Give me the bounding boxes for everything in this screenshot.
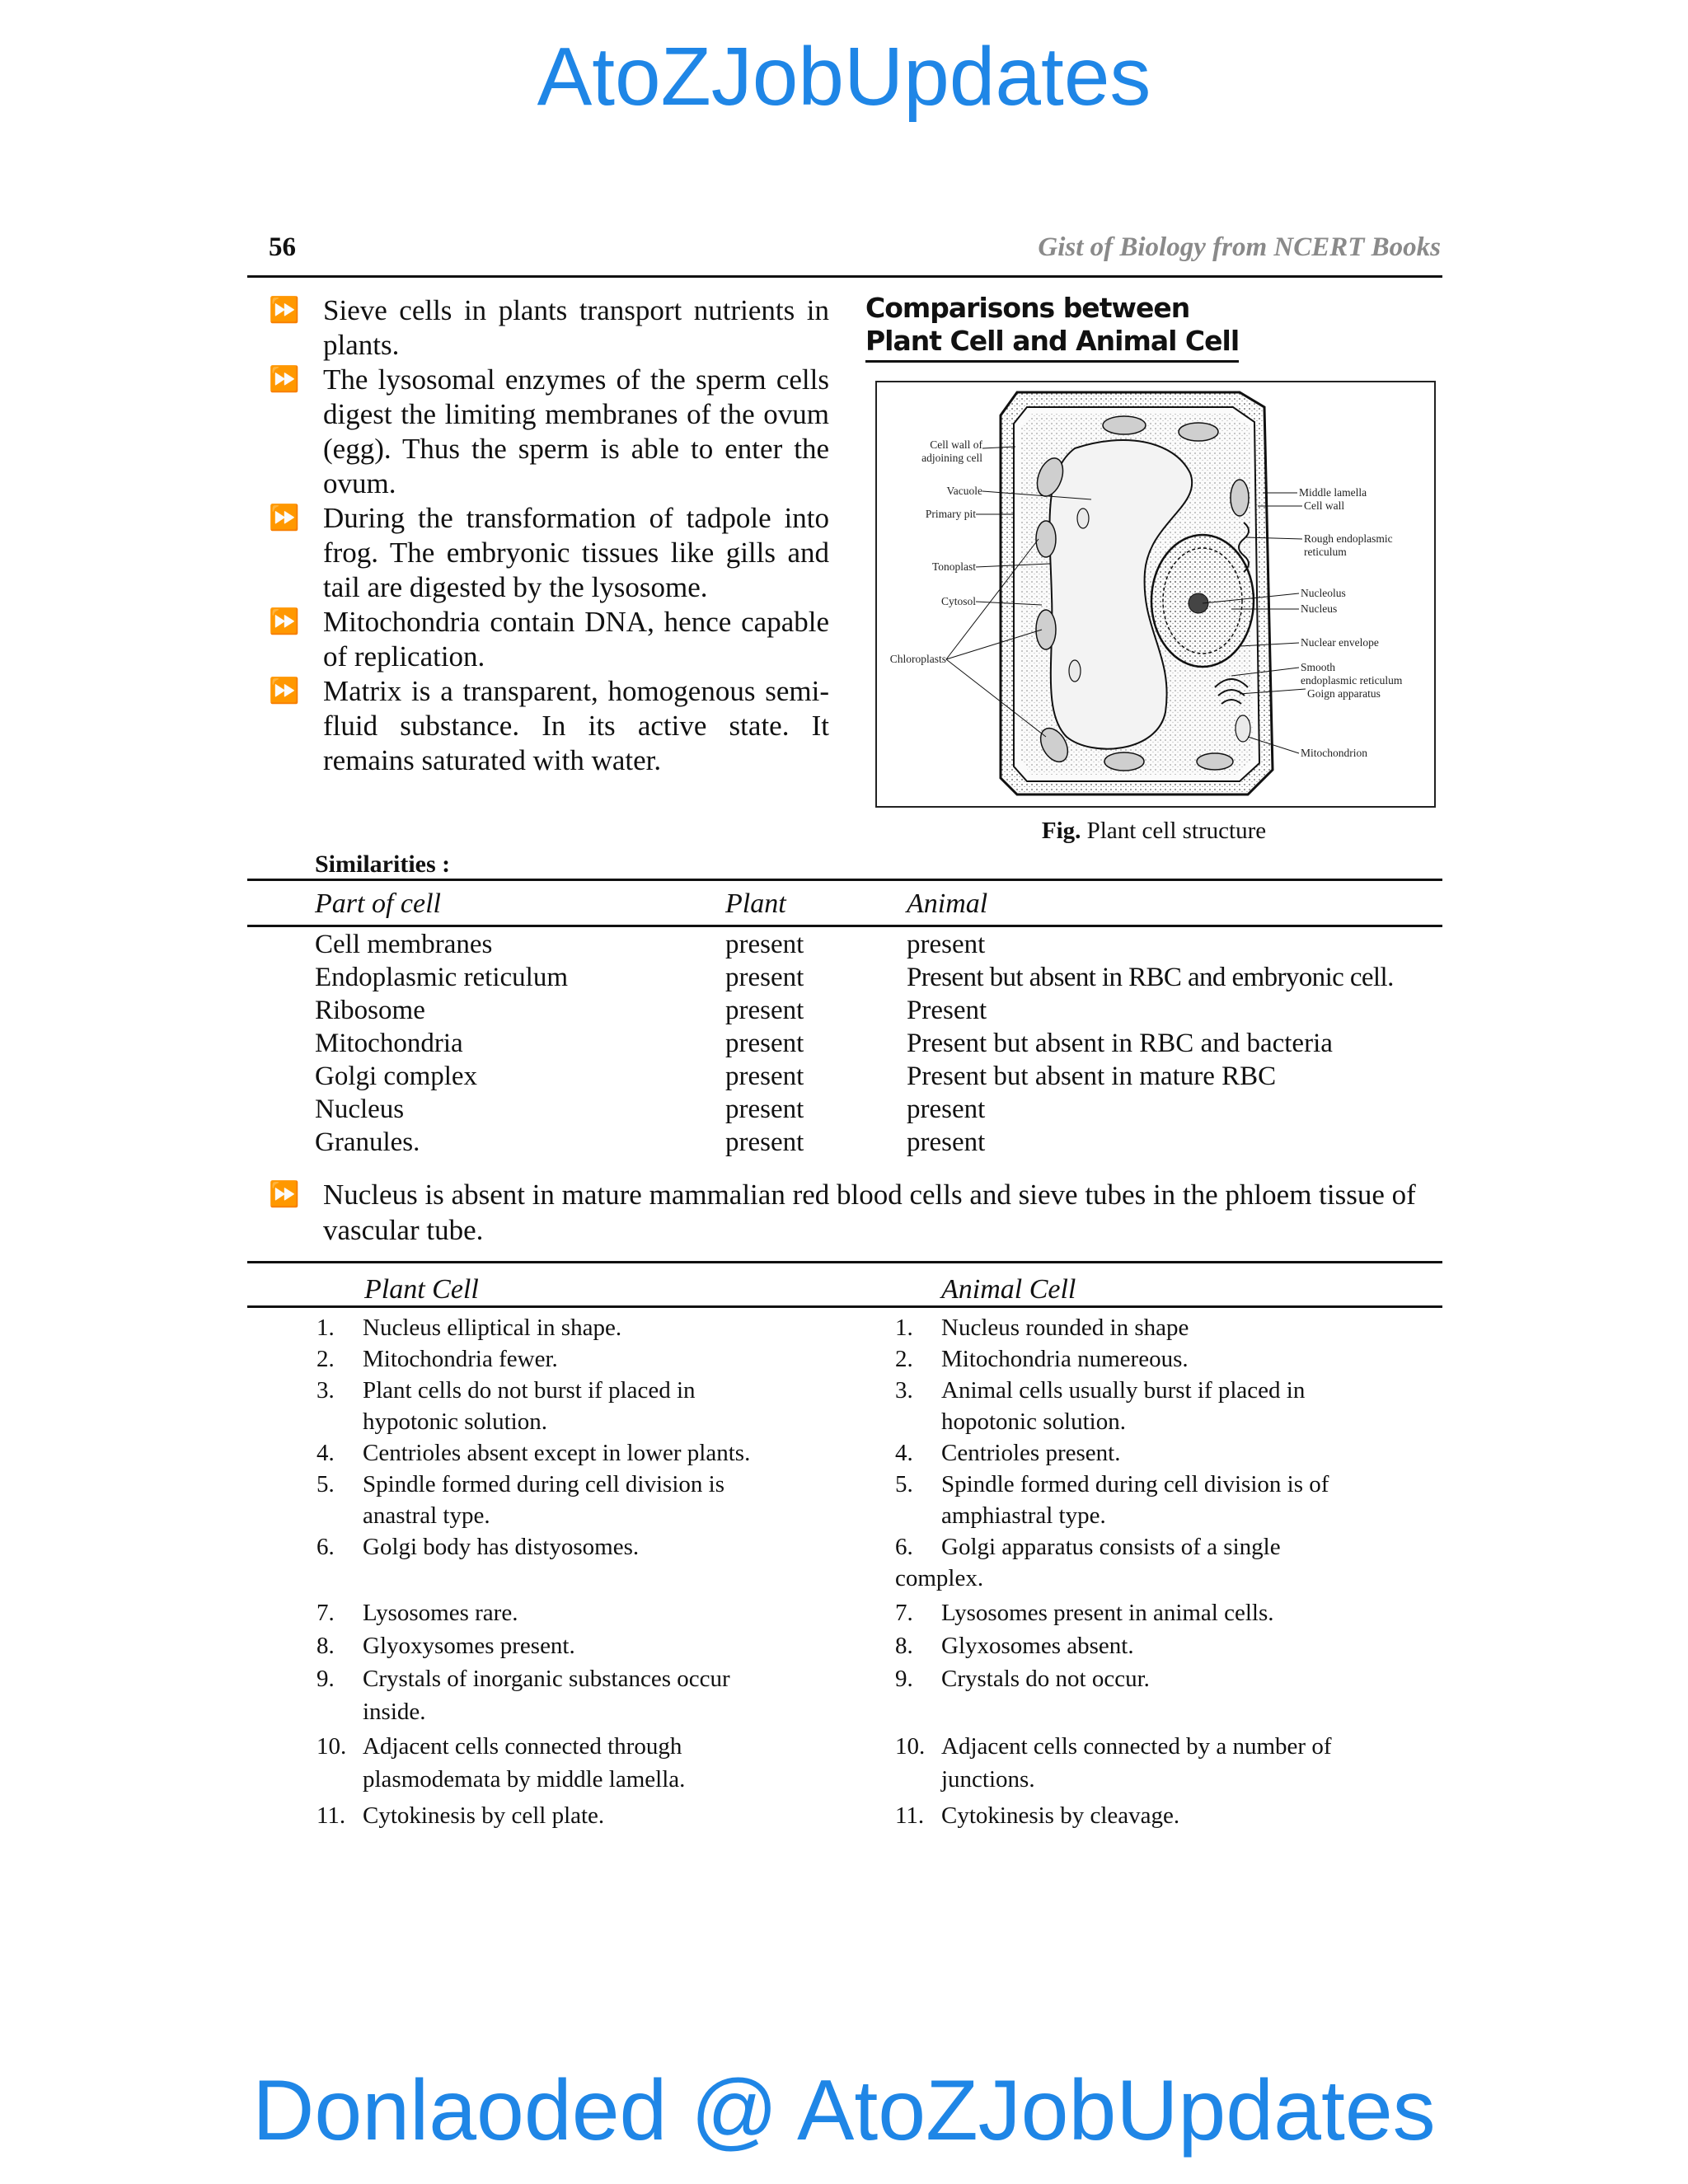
table-row: Nucleus: [315, 1094, 405, 1124]
table-row: Ribosome: [315, 996, 425, 1025]
svg-text:adjoining cell: adjoining cell: [921, 452, 982, 464]
plant-cell-figure: [875, 381, 1436, 808]
col-header-animal-cell: Animal Cell: [941, 1274, 1076, 1305]
table-row: Mitochondria: [315, 1029, 463, 1058]
label-nuclear-envelope: Nuclear envelope: [1301, 636, 1379, 649]
plant-cell-diagram: [877, 382, 1434, 806]
label-cell-wall-adjoining: Cell wall of: [930, 438, 982, 451]
watermark-bottom: Donlaoded @ AtoZJobUpdates: [252, 2063, 1436, 2158]
label-vacuole: Vacuole: [946, 485, 982, 497]
bullet-icon: ⏩: [269, 608, 300, 635]
label-golgi: Goign apparatus: [1307, 687, 1381, 700]
col-header-animal: Animal: [907, 888, 988, 919]
table-row: Endoplasmic reticulum: [315, 963, 569, 992]
label-rough-er: Rough endoplasmic: [1304, 532, 1393, 545]
label-middle-lamella: Middle lamella: [1299, 486, 1367, 499]
label-cytosol: Cytosol: [940, 595, 976, 607]
label-smooth-er: Smooth: [1301, 661, 1336, 673]
table-row: Cell membranes: [315, 930, 493, 959]
figure-caption: Fig. Plant cell structure: [1041, 818, 1267, 844]
label-mitochondrion: Mitochondrion: [1301, 747, 1367, 759]
page-number: 56: [269, 232, 296, 262]
label-primary-pit: Primary pit: [925, 508, 976, 520]
similarities-header-rule: [247, 925, 1442, 927]
book-title: Gist of Biology from NCERT Books: [1038, 232, 1441, 262]
col-header-plant-cell: Plant Cell: [364, 1274, 479, 1305]
label-cell-wall: Cell wall: [1304, 499, 1345, 512]
table-row: Golgi complex: [315, 1062, 478, 1091]
list-item: ⏩ Mitochondria contain DNA, hence capable of replication.: [269, 606, 829, 673]
bullet-icon: ⏩: [269, 297, 300, 324]
bullet-icon: ⏩: [269, 366, 300, 393]
bullet-icon: ⏩: [269, 677, 300, 705]
nucleus-note: ⏩ Nucleus is absent in mature mammalian red blood cells and sieve tubes in the phloem tissue of vascular tube.: [269, 1179, 1416, 1246]
bullet-icon: ⏩: [269, 504, 300, 532]
similarities-top-rule: [247, 879, 1442, 881]
bullet-icon: ⏩: [269, 1181, 300, 1208]
svg-text:reticulum: reticulum: [1304, 546, 1347, 558]
list-item: ⏩ The lysosomal enzymes of the sperm cells digest the limiting membranes of the ovum (egg). Thus the sperm is able to enter the ovum.: [269, 363, 829, 499]
watermark-top: AtoZJobUpdates: [537, 30, 1151, 123]
list-item: ⏩ Matrix is a transparent, homogenous semi-fluid substance. In its active state. It remains saturated with water.: [269, 675, 829, 776]
list-item: ⏩ Sieve cells in plants transport nutrients in plants.: [269, 294, 829, 361]
table-row: Granules.: [315, 1127, 420, 1157]
label-chloroplasts: Chloroplasts: [889, 653, 946, 665]
col-header-plant: Plant: [725, 888, 786, 919]
similarities-label: Similarities :: [315, 851, 451, 878]
differences-top-rule: [247, 1261, 1442, 1263]
label-nucleus: Nucleus: [1301, 602, 1338, 615]
col-header-part: Part of cell: [315, 888, 441, 919]
header-rule: [247, 275, 1442, 278]
comparison-title: Comparisons between Plant Cell and Animal Cell: [865, 292, 1239, 358]
label-tonoplast: Tonoplast: [931, 560, 976, 573]
bullet-list: [269, 293, 829, 778]
differences-header-rule: [247, 1305, 1442, 1308]
list-item: ⏩ During the transformation of tadpole into frog. The embryonic tissues like gills and tail are digested by the lysosome.: [269, 502, 829, 603]
svg-text:endoplasmic reticulum: endoplasmic reticulum: [1301, 674, 1403, 687]
label-nucleolus: Nucleolus: [1301, 587, 1346, 599]
